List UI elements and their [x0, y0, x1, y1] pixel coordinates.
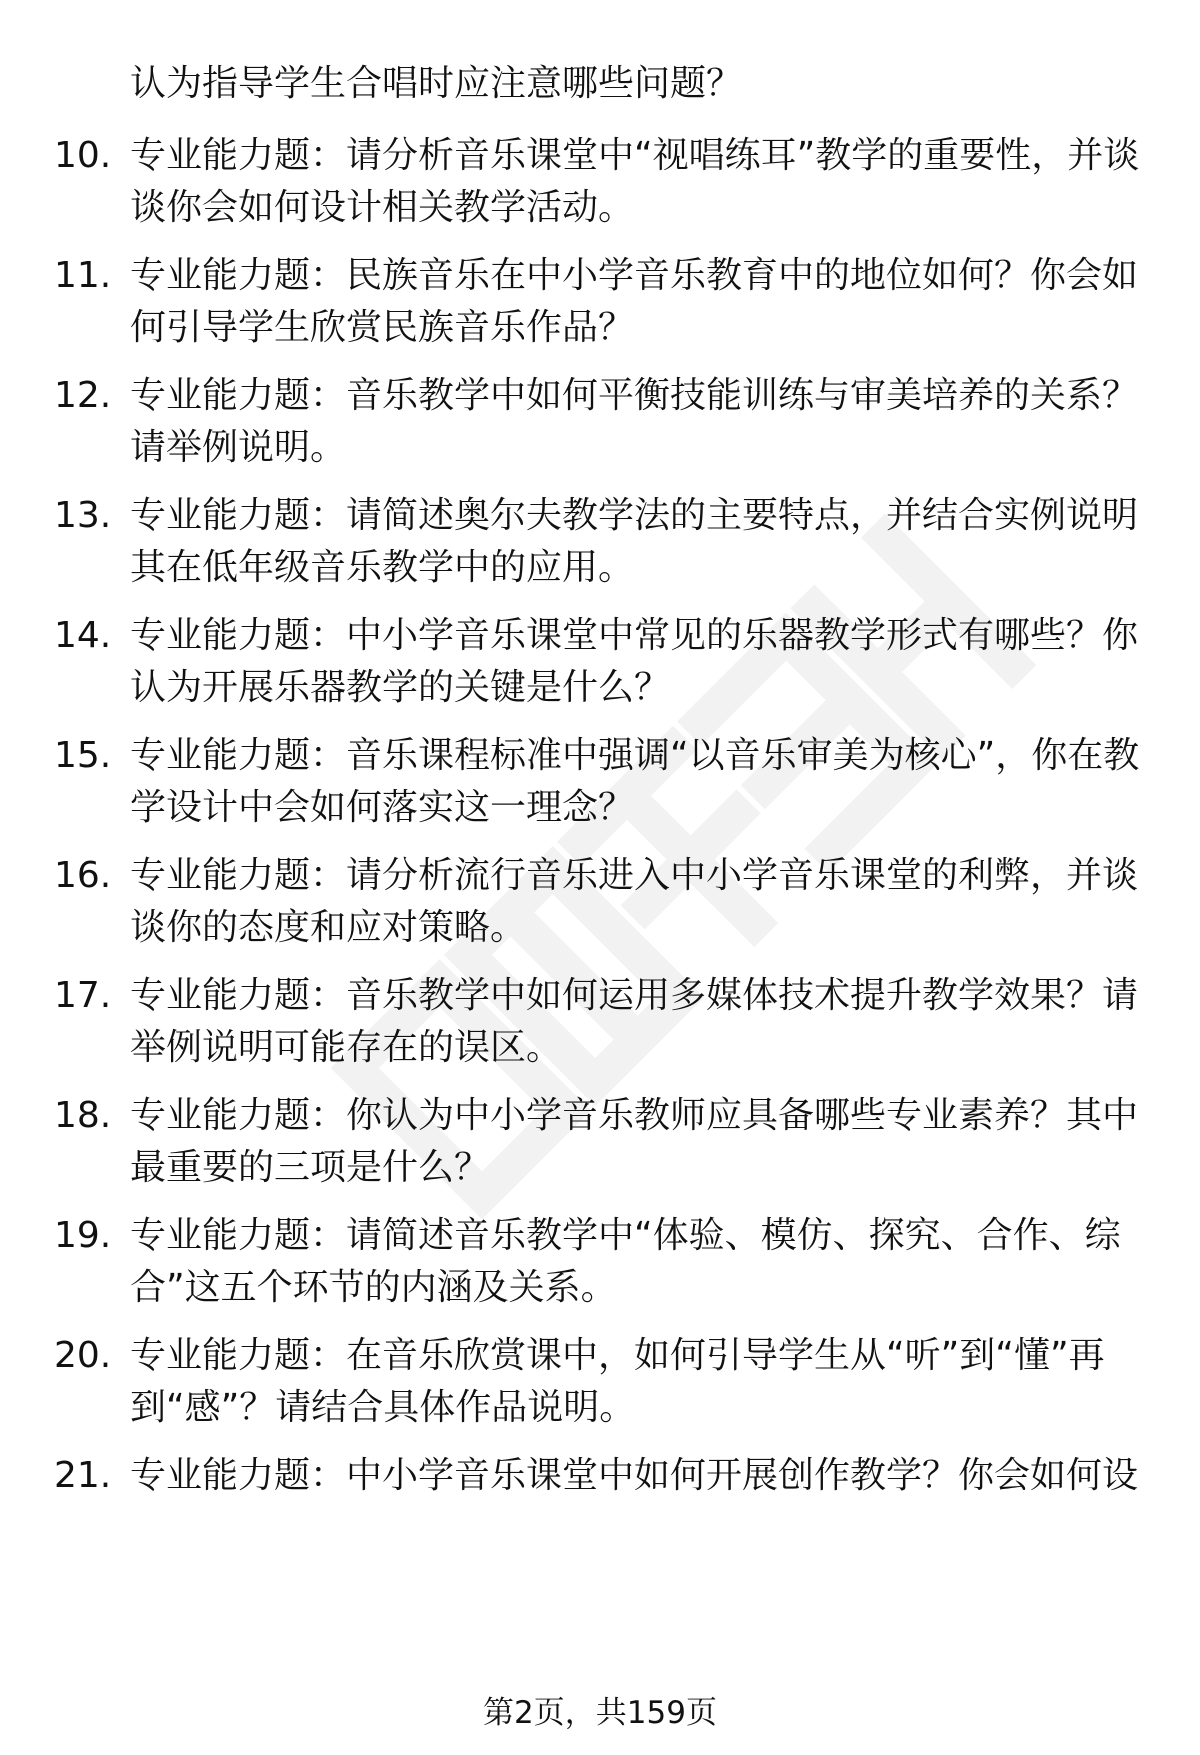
- question-number: 11.: [54, 255, 112, 296]
- question-number: 18.: [54, 1095, 112, 1136]
- question-item: [0, 370, 1200, 474]
- question-text: 专业能力题：请分析流行音乐进入中小学音乐课堂的利弊，并谈谈你的态度和应对策略。: [130, 855, 1139, 948]
- question-text: 专业能力题：音乐教学中如何运用多媒体技术提升教学效果？请举例说明可能存在的误区。: [130, 975, 1139, 1068]
- question-number: 19.: [54, 1215, 112, 1256]
- question-text: 专业能力题：音乐课程标准中强调“以音乐审美为核心”，你在教学设计中会如何落实这一理念？: [130, 735, 1140, 828]
- question-number: 10.: [54, 135, 112, 176]
- question-item: [0, 730, 1200, 834]
- question-item: [0, 490, 1200, 594]
- question-number: 13.: [54, 495, 112, 536]
- question-number: 12.: [54, 375, 112, 416]
- page-footer: 第2页，共159页: [483, 1695, 717, 1731]
- question-text: 专业能力题：中小学音乐课堂中常见的乐器教学形式有哪些？你认为开展乐器教学的关键是什么？: [130, 615, 1139, 708]
- question-text: 专业能力题：中小学音乐课堂中如何开展创作教学？你会如何设: [130, 1455, 1139, 1496]
- question-item: [0, 1450, 1200, 1502]
- question-item: [0, 1330, 1200, 1434]
- question-number: 16.: [54, 855, 112, 896]
- question-text: 专业能力题：你认为中小学音乐教师应具备哪些专业素养？其中最重要的三项是什么？: [130, 1095, 1139, 1188]
- question-item: [0, 250, 1200, 354]
- question-item: [0, 1090, 1200, 1194]
- question-item: [0, 130, 1200, 234]
- question-number: 21.: [54, 1455, 112, 1496]
- question-text: 专业能力题：民族音乐在中小学音乐教育中的地位如何？你会如何引导学生欣赏民族音乐作品？: [130, 255, 1139, 348]
- question-number: 15.: [54, 735, 112, 776]
- question-text: 专业能力题：请分析音乐课堂中“视唱练耳”教学的重要性，并谈谈你会如何设计相关教学活动。: [130, 135, 1140, 228]
- question-text: 专业能力题：音乐教学中如何平衡技能训练与审美培养的关系？请举例说明。: [130, 375, 1139, 468]
- continuation-line: 认为指导学生合唱时应注意哪些问题？: [130, 63, 743, 104]
- question-item: [0, 1210, 1200, 1314]
- question-item: [0, 610, 1200, 714]
- question-text: 专业能力题：请简述音乐教学中“体验、模仿、探究、合作、综合”这五个环节的内涵及关系。: [130, 1215, 1121, 1308]
- question-item: [0, 850, 1200, 954]
- question-text: 专业能力题：在音乐欣赏课中，如何引导学生从“听”到“懂”再到“感”？请结合具体作品说明。: [130, 1335, 1105, 1428]
- question-number: 14.: [54, 615, 112, 656]
- question-text: 专业能力题：请简述奥尔夫教学法的主要特点，并结合实例说明其在低年级音乐教学中的应用。: [130, 495, 1139, 588]
- question-item: [0, 970, 1200, 1074]
- question-number: 20.: [54, 1335, 112, 1376]
- question-number: 17.: [54, 975, 112, 1016]
